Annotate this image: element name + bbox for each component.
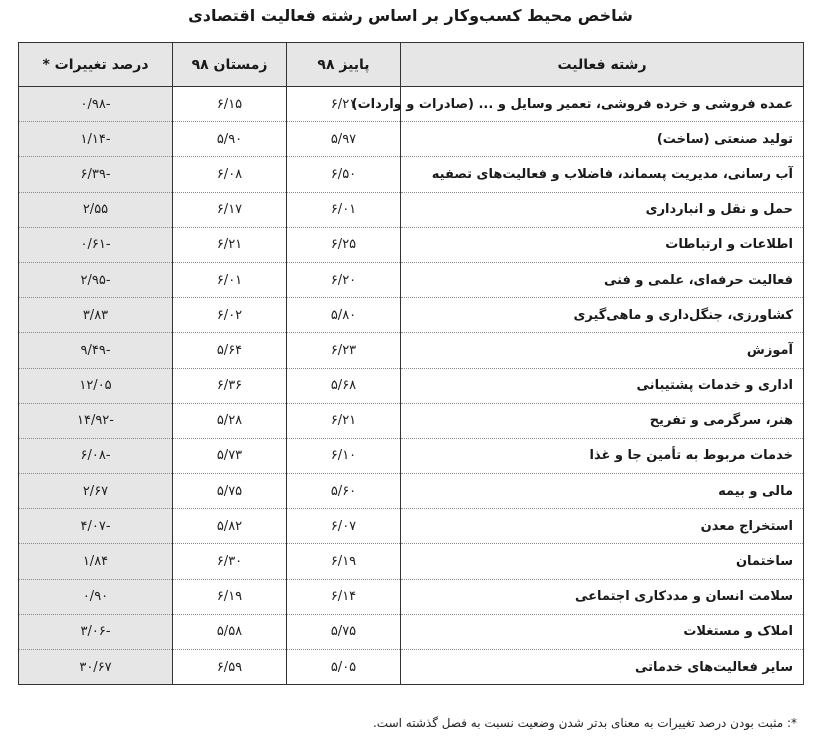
activity-cell: سایر فعالیت‌های خدماتی: [401, 650, 804, 685]
activity-cell: حمل و نقل و انبارداری: [401, 192, 804, 227]
change-cell: -۶/۰۸: [19, 438, 173, 473]
change-cell: -۲/۹۵: [19, 262, 173, 297]
winter-cell: ۶/۰۱: [173, 262, 287, 297]
autumn-cell: ۶/۱۴: [287, 579, 401, 614]
autumn-cell: ۵/۷۵: [287, 614, 401, 649]
footnote: *: مثبت بودن درصد تغییرات به معنای بدتر شدن وضعیت نسبت به فصل گذشته است.: [372, 716, 797, 730]
change-cell: -۰/۹۸: [19, 87, 173, 122]
autumn-cell: ۶/۲۱: [287, 87, 401, 122]
page-title: شاخص محیط کسب‌وکار بر اساس رشته فعالیت اقتصادی: [188, 6, 633, 25]
winter-cell: ۵/۵۸: [173, 614, 287, 649]
header-autumn: پاییز ۹۸: [287, 43, 401, 87]
activity-cell: اطلاعات و ارتباطات: [401, 227, 804, 262]
winter-cell: ۶/۲۱: [173, 227, 287, 262]
table-row: [19, 298, 804, 333]
change-cell: ۳۰/۶۷: [19, 650, 173, 685]
change-cell: -۴/۰۷: [19, 509, 173, 544]
autumn-cell: ۶/۵۰: [287, 157, 401, 192]
table-row: [19, 509, 804, 544]
change-cell: ۲/۶۷: [19, 474, 173, 509]
winter-cell: ۵/۲۸: [173, 403, 287, 438]
change-cell: -۰/۶۱: [19, 227, 173, 262]
change-cell: ۱۲/۰۵: [19, 368, 173, 403]
table-row: [19, 157, 804, 192]
change-cell: ۰/۹۰: [19, 579, 173, 614]
table-row: [19, 122, 804, 157]
change-cell: ۳/۸۳: [19, 298, 173, 333]
table-row: [19, 87, 804, 122]
activity-cell: هنر، سرگرمی و تفریح: [401, 403, 804, 438]
winter-cell: ۵/۹۰: [173, 122, 287, 157]
table-row: [19, 438, 804, 473]
activity-cell: کشاورزی، جنگل‌داری و ماهی‌گیری: [401, 298, 804, 333]
winter-cell: ۶/۱۵: [173, 87, 287, 122]
table-row: [19, 368, 804, 403]
autumn-cell: ۶/۲۵: [287, 227, 401, 262]
autumn-cell: ۵/۶۸: [287, 368, 401, 403]
activity-cell: خدمات مربوط به تأمین جا و غذا: [401, 438, 804, 473]
header-change: درصد تغییرات *: [19, 43, 173, 87]
autumn-cell: ۶/۱۹: [287, 544, 401, 579]
table-row: [19, 227, 804, 262]
winter-cell: ۶/۳۶: [173, 368, 287, 403]
header-activity: رشته فعالیت: [401, 43, 804, 87]
change-cell: ۲/۵۵: [19, 192, 173, 227]
table-header-row: [19, 43, 804, 87]
table-row: [19, 544, 804, 579]
autumn-cell: ۶/۰۷: [287, 509, 401, 544]
winter-cell: ۶/۵۹: [173, 650, 287, 685]
change-cell: -۶/۳۹: [19, 157, 173, 192]
table-row: [19, 333, 804, 368]
activity-cell: آب رسانی، مدیریت پسماند، فاضلاب و فعالیت‌های تصفیه: [401, 157, 804, 192]
change-cell: -۱۴/۹۲: [19, 403, 173, 438]
winter-cell: ۶/۰۲: [173, 298, 287, 333]
change-cell: ۱/۸۴: [19, 544, 173, 579]
table-row: [19, 192, 804, 227]
winter-cell: ۵/۸۲: [173, 509, 287, 544]
table-row: [19, 262, 804, 297]
activity-cell: مالی و بیمه: [401, 474, 804, 509]
activity-cell: استخراج معدن: [401, 509, 804, 544]
winter-cell: ۶/۰۸: [173, 157, 287, 192]
activity-cell: سلامت انسان و مددکاری اجتماعی: [401, 579, 804, 614]
activity-cell: اداری و خدمات پشتیبانی: [401, 368, 804, 403]
activity-table: [18, 42, 804, 685]
winter-cell: ۵/۶۴: [173, 333, 287, 368]
autumn-cell: ۵/۰۵: [287, 650, 401, 685]
autumn-cell: ۶/۲۰: [287, 262, 401, 297]
activity-cell: آموزش: [401, 333, 804, 368]
table-row: [19, 474, 804, 509]
table-row: [19, 650, 804, 685]
autumn-cell: ۵/۸۰: [287, 298, 401, 333]
autumn-cell: ۶/۱۰: [287, 438, 401, 473]
winter-cell: ۵/۷۵: [173, 474, 287, 509]
change-cell: -۳/۰۶: [19, 614, 173, 649]
activity-cell: فعالیت حرفه‌ای، علمی و فنی: [401, 262, 804, 297]
autumn-cell: ۶/۰۱: [287, 192, 401, 227]
table-row: [19, 614, 804, 649]
table-row: [19, 403, 804, 438]
activity-cell: تولید صنعتی (ساخت): [401, 122, 804, 157]
autumn-cell: ۵/۶۰: [287, 474, 401, 509]
change-cell: -۱/۱۴: [19, 122, 173, 157]
activity-cell: ساختمان: [401, 544, 804, 579]
change-cell: -۹/۴۹: [19, 333, 173, 368]
winter-cell: ۶/۱۷: [173, 192, 287, 227]
header-winter: زمستان ۹۸: [173, 43, 287, 87]
activity-cell: املاک و مستغلات: [401, 614, 804, 649]
autumn-cell: ۵/۹۷: [287, 122, 401, 157]
winter-cell: ۶/۳۰: [173, 544, 287, 579]
autumn-cell: ۶/۲۱: [287, 403, 401, 438]
table-row: [19, 579, 804, 614]
activity-cell: عمده فروشی و خرده فروشی، تعمیر وسایل و ... (صادرات و واردات): [401, 87, 804, 122]
autumn-cell: ۶/۲۳: [287, 333, 401, 368]
winter-cell: ۶/۱۹: [173, 579, 287, 614]
winter-cell: ۵/۷۳: [173, 438, 287, 473]
